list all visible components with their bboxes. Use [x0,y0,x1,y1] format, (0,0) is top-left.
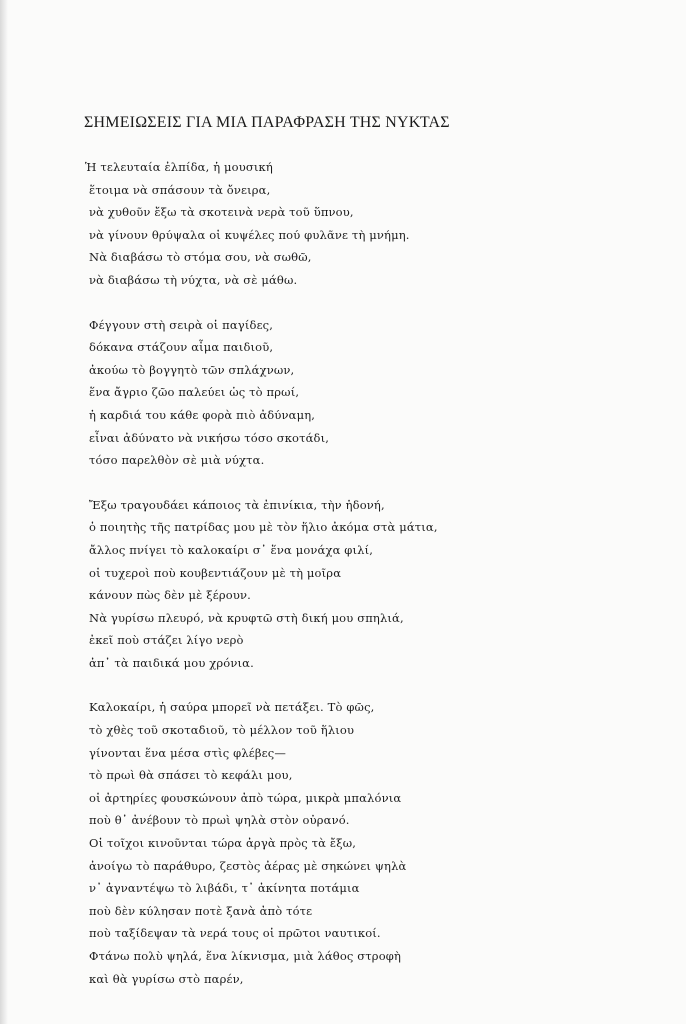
poem-line: ἀκούω τὸ βογγητὸ τῶν σπλάχνων, [89,362,295,377]
poem-line: Φέγγουν στὴ σειρὰ οἱ παγίδες, [89,317,274,332]
poem-line: νὰ χυθοῦν ἔξω τὰ σκοτεινὰ νερὰ τοῦ ὕπνου, [89,205,354,220]
poem-line: ποὺ ταξίδεψαν τὰ νερά τους οἱ πρῶτοι ναυτικοί. [89,926,381,941]
stanza-2 [77,314,667,472]
poem-line: οἱ τυχεροὶ ποὺ κουβεντιάζουν μὲ τὴ μοῖρα [89,565,342,580]
poem-line: Καλοκαίρι, ἡ σαύρα μπορεῖ νὰ πετάξει. Τὸ φῶς, [89,700,375,715]
poem-line: ἄλλος πνίγει τὸ καλοκαίρι σ᾿ ἕνα μονάχα φιλί, [89,542,374,557]
poem-line: νὰ διαβάσω τὴ νύχτα, νὰ σὲ μάθω. [89,272,298,287]
stanza-4 [77,696,667,990]
poem-line: Ἡ τελευταία ἐλπίδα, ἡ μουσική [85,160,273,174]
poem-line: ποὺ δὲν κύλησαν ποτὲ ξανὰ ἀπὸ τότε [89,903,313,918]
poem-line: τὸ πρωὶ θὰ σπάσει τὸ κεφάλι μου, [89,768,293,783]
page-edge-shadow [0,0,8,1024]
poem-line: δόκανα στάζουν αἷμα παιδιοῦ, [89,340,274,355]
poem-line: εἶναι ἀδύνατο νὰ νικήσω τόσο σκοτάδι, [89,430,330,445]
poem-line: ἕνα ἄγριο ζῶο παλεύει ὡς τὸ πρωί, [89,385,300,400]
poem-line: ἕτοιμα νὰ σπάσουν τὰ ὄνειρα, [89,182,271,197]
poem-line: Οἱ τοῖχοι κινοῦνται τώρα ἀργὰ πρὸς τὰ ἔξω, [89,836,357,851]
poem-line: τόσο παρελθὸν σὲ μιὰ νύχτα. [89,453,265,468]
poem-line: Ἔξω τραγουδάει κάποιος τὰ ἐπινίκια, τὴν ἡδονή, [89,497,385,512]
poem-line: καὶ θὰ γυρίσω στὸ παρέν, [89,971,244,986]
poem-title: ΣΗΜΕΙΩΣΕΙΣ ΓΙΑ ΜΙΑ ΠΑΡΑΦΡΑΣΗ ΤΗΣ ΝΥΚΤΑΣ [84,114,450,131]
poem-line: ὁ ποιητὴς τῆς πατρίδας μου μὲ τὸν ἥλιο ἀκόμα στὰ μάτια, [89,520,438,535]
stanza-1 [77,156,667,292]
poem-line: ἀπ᾿ τὰ παιδικά μου χρόνια. [89,655,254,670]
poem-line: γίνονται ἕνα μέσα στὶς φλέβες— [89,745,287,760]
poem-line: Φτάνω πολὺ ψηλά, ἕνα λίκνισμα, μιὰ λάθος στροφὴ [89,949,402,963]
poem-line: ἡ καρδιά του κάθε φορὰ πιὸ ἀδύναμη, [89,407,316,422]
poem-line: Νὰ γυρίσω πλευρό, νὰ κρυφτῶ στὴ δική μου σπηλιά, [89,610,404,625]
poem-line: ἐκεῖ ποὺ στάζει λίγο νερὸ [89,633,244,648]
poem-line: ποὺ θ᾿ ἀνέβουν τὸ πρωὶ ψηλὰ στὸν οὐρανό. [89,813,350,828]
poem-body [77,156,667,990]
poem-line: νὰ γίνουν θρύψαλα οἱ κυψέλες πού φυλᾶνε τὴ μνήμη. [89,227,410,242]
poem-line: κάνουν πὼς δὲν μὲ ξέρουν. [89,588,251,603]
stanza-3 [77,494,667,675]
poem-line: Νὰ διαβάσω τὸ στόμα σου, νὰ σωθῶ, [89,250,312,265]
poem-line: ν᾿ ἀγναντέψω τὸ λιβάδι, τ᾿ ἀκίνητα ποτάμια [89,881,360,896]
poem-line: ἀνοίγω τὸ παράθυρο, ζεστὸς ἀέρας μὲ σηκώνει ψηλὰ [89,858,407,873]
poem-line: τὸ χθὲς τοῦ σκοταδιοῦ, τὸ μέλλον τοῦ ἥλιου [89,723,355,738]
poem-line: οἱ ἀρτηρίες φουσκώνουν ἀπὸ τώρα, μικρὰ μπαλόνια [89,790,402,805]
